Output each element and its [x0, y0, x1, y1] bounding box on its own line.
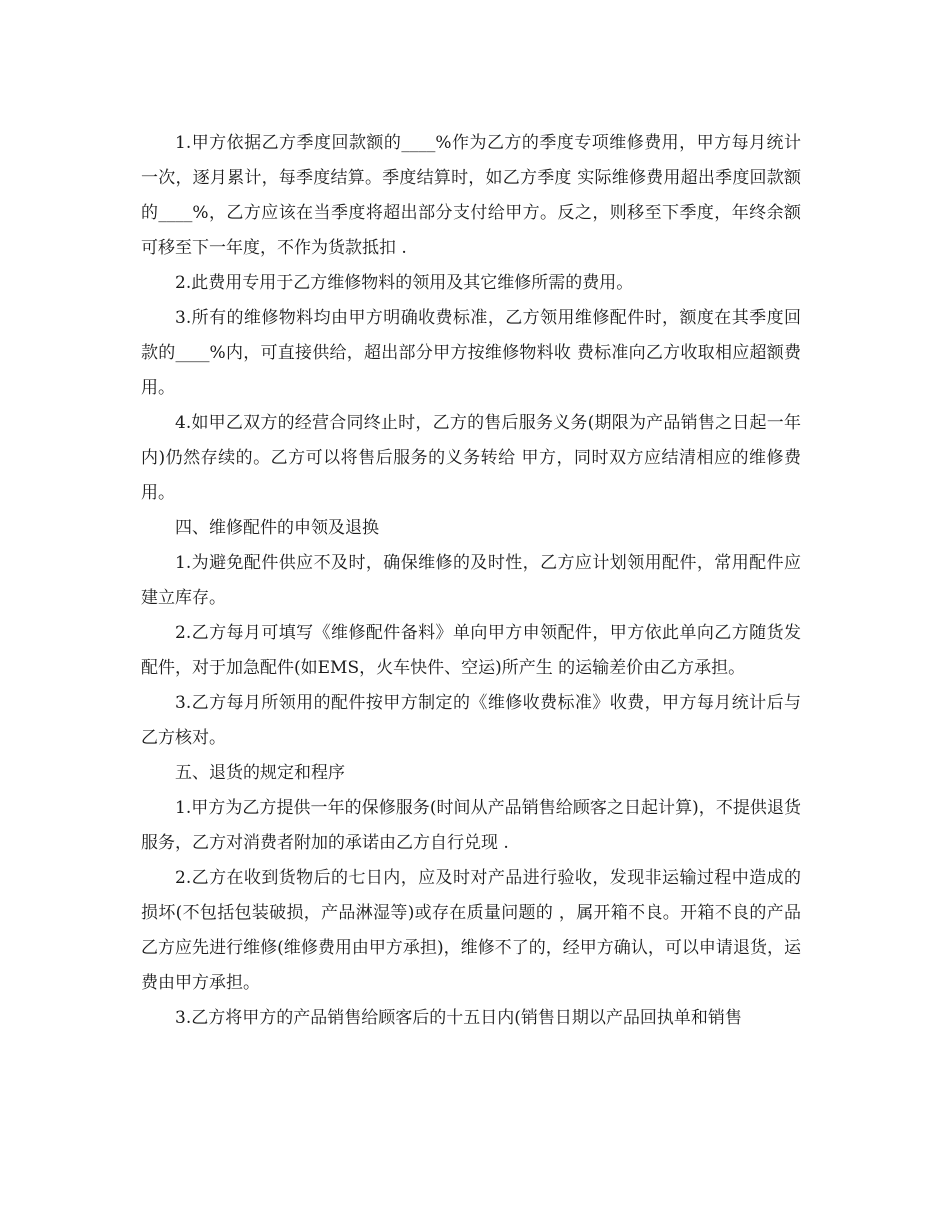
section5-clause-1: 1.甲方为乙方提供一年的保修服务(时间从产品销售给顾客之日起计算)，不提供退货服务，乙方对消费者附加的承诺由乙方自行兑现 .	[141, 798, 801, 853]
section4-clause-2: 2.乙方每月可填写《维修配件备料》单向甲方申领配件，甲方依此单向乙方随货发配件，对于加急配件(如EMS，火车快件、空运)所产生 的运输差价由乙方承担。	[141, 623, 801, 678]
section-heading-5: 五、退货的规定和程序	[175, 763, 345, 783]
section4-clause-1: 1.为避免配件供应不及时，确保维修的及时性，乙方应计划领用配件，常用配件应建立库存。	[141, 553, 801, 608]
clause-2: 2.此费用专用于乙方维修物料的领用及其它维修所需的费用。	[175, 273, 634, 293]
clause-4: 4.如甲乙双方的经营合同终止时，乙方的售后服务义务(期限为产品销售之日起一年内)仍然存续的。乙方可以将售后服务的义务转给 甲方，同时双方应结清相应的维修费用。	[141, 413, 801, 503]
section5-clause-3: 3.乙方将甲方的产品销售给顾客后的十五日内(销售日期以产品回执单和销售	[175, 1008, 742, 1028]
clause-3: 3.所有的维修物料均由甲方明确收费标准，乙方领用维修配件时，额度在其季度回款的____%内，可直接供给，超出部分甲方按维修物料收 费标准向乙方收取相应超额费用。	[141, 308, 801, 398]
section4-clause-3: 3.乙方每月所领用的配件按甲方制定的《维修收费标准》收费，甲方每月统计后与乙方核对。	[141, 693, 801, 748]
clause-1: 1.甲方依据乙方季度回款额的____%作为乙方的季度专项维修费用，甲方每月统计一次，逐月累计，每季度结算。季度结算时，如乙方季度 实际维修费用超出季度回款额的____%，乙方应该在当季度将超出部分支付给甲方。反之，则移至下季度，年终余额可移至下一年度，不作为货款抵扣 .	[141, 133, 801, 258]
document-body	[141, 126, 801, 1036]
section-heading-4: 四、维修配件的申领及退换	[175, 518, 379, 538]
section5-clause-2: 2.乙方在收到货物后的七日内，应及时对产品进行验收，发现非运输过程中造成的损坏(不包括包装破损，产品淋湿等)或存在质量问题的 ，属开箱不良。开箱不良的产品乙方应先进行维修(维修费用由甲方承担)，维修不了的，经甲方确认，可以申请退货，运费由甲方承担。	[141, 868, 801, 993]
